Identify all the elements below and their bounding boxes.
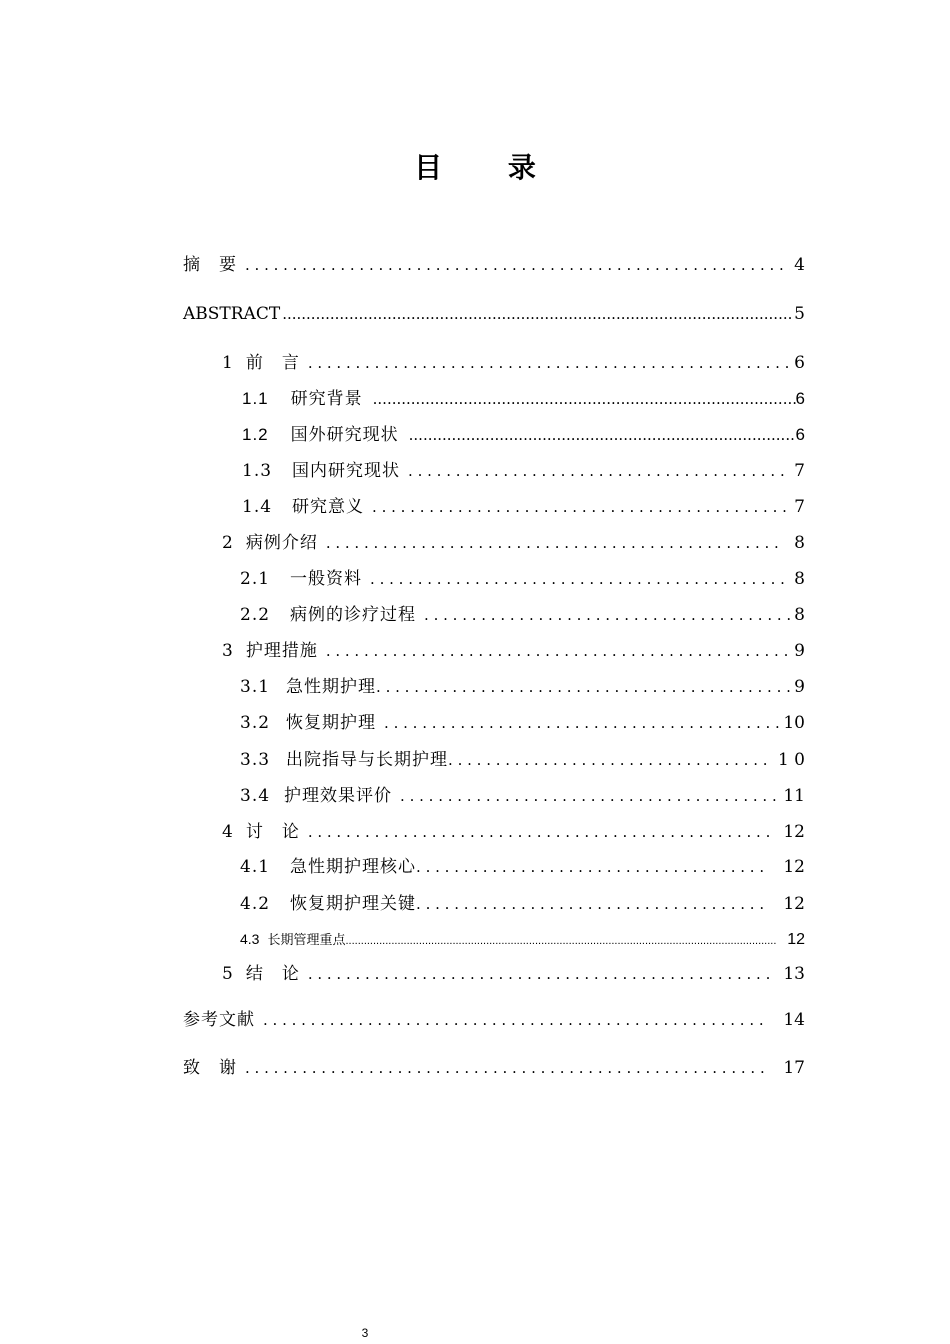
toc-entry-number: 5 <box>222 964 234 984</box>
page-number: 3 <box>361 1326 369 1340</box>
toc-entry-number: 1.3 <box>242 461 273 481</box>
toc-entry-number: 4 <box>222 822 234 842</box>
toc-entry-page: 7 <box>794 461 805 481</box>
toc-entry-label: 前 言 <box>245 353 300 373</box>
toc-entry-number: 3.2 <box>240 713 271 733</box>
toc-entry-1-1[interactable] <box>242 388 805 410</box>
toc-leader-dots <box>416 893 769 915</box>
toc-entry-chapter-1[interactable] <box>222 352 805 374</box>
toc-entry-references[interactable] <box>183 1009 805 1031</box>
toc-entry-page: 14 <box>783 1010 805 1030</box>
toc-leader-dots <box>308 821 770 843</box>
toc-entry-label: 护理措施 <box>245 641 318 661</box>
toc-entry-acknowledgements[interactable] <box>183 1057 805 1079</box>
toc-leader-dots <box>308 963 770 985</box>
toc-entry-label: 出院指导与长期护理 <box>286 750 449 770</box>
toc-leader-dots <box>326 640 790 662</box>
toc-entry-label: 一般资料 <box>290 569 363 589</box>
toc-entry-abstract-cn[interactable] <box>183 254 805 276</box>
toc-entry-page: 9 <box>794 641 805 661</box>
toc-title: 目 录 <box>414 151 564 184</box>
toc-leader-dots <box>424 604 790 626</box>
toc-entry-number: 4.2 <box>240 894 271 914</box>
toc-entry-chapter-3[interactable] <box>222 640 805 662</box>
toc-entry-page: 6 <box>795 389 805 408</box>
toc-entry-label: 急性期护理核心 <box>290 857 417 877</box>
toc-leader-dots <box>308 352 790 374</box>
toc-leader-dots <box>370 568 790 590</box>
toc-entry-3-4[interactable] <box>240 785 805 807</box>
toc-leader-dots <box>416 856 769 878</box>
toc-entry-number: 4.1 <box>240 857 271 877</box>
toc-entry-page: 11 <box>783 786 805 806</box>
toc-entry-number: 3 <box>222 641 234 661</box>
toc-leader-dots <box>408 460 790 482</box>
toc-entry-number: 3.3 <box>240 750 271 770</box>
toc-entry-page: 8 <box>794 569 805 589</box>
toc-entry-1-2[interactable] <box>242 424 805 446</box>
toc-entry-label: 国内研究现状 <box>292 461 401 481</box>
toc-entry-2-1[interactable] <box>240 568 805 590</box>
toc-entry-label: 病例的诊疗过程 <box>290 605 417 625</box>
toc-entry-label: 结 论 <box>245 964 300 984</box>
toc-entry-3-2[interactable] <box>240 712 805 734</box>
toc-entry-label: 国外研究现状 <box>290 425 399 445</box>
toc-entry-label: 参考文献 <box>183 1010 255 1030</box>
toc-entry-1-3[interactable] <box>242 460 805 482</box>
toc-entry-page: 7 <box>794 497 805 517</box>
toc-entry-page: 17 <box>783 1058 805 1078</box>
toc-entry-label: 急性期护理 <box>286 677 377 697</box>
toc-leader-dots <box>400 785 779 807</box>
toc-entry-number: 2.2 <box>240 605 271 625</box>
toc-entry-number: 4.3 <box>240 931 260 947</box>
toc-entry-page: 12 <box>787 931 805 948</box>
toc-leader-dots <box>409 424 796 446</box>
toc-entry-label: 长期管理重点 <box>267 932 346 947</box>
toc-entry-label: 研究意义 <box>292 497 365 517</box>
toc-entry-label: 恢复期护理 <box>286 713 377 733</box>
toc-entry-page: 9 <box>794 677 805 697</box>
toc-entry-label: 病例介绍 <box>245 533 318 553</box>
toc-entry-number: 1.4 <box>242 497 273 517</box>
toc-entry-4-1[interactable] <box>240 856 805 878</box>
toc-entry-page: 5 <box>794 304 805 324</box>
toc-entry-page: 13 <box>783 964 805 984</box>
toc-entry-2-2[interactable] <box>240 604 805 626</box>
toc-entry-label: 致 谢 <box>183 1058 237 1078</box>
toc-entry-number: 1.1 <box>242 389 269 408</box>
toc-entry-abstract-en[interactable] <box>183 303 805 325</box>
toc-leader-dots <box>282 303 792 325</box>
toc-leader-dots <box>245 1057 769 1079</box>
toc-entry-label: 恢复期护理关键 <box>290 894 417 914</box>
toc-entry-page: 6 <box>795 425 805 444</box>
toc-entry-3-1[interactable] <box>240 676 805 698</box>
toc-entry-page: 12 <box>783 857 805 877</box>
toc-leader-dots <box>345 930 777 952</box>
toc-entry-label: 摘 要 <box>183 255 237 275</box>
toc-entry-4-2[interactable] <box>240 893 805 915</box>
toc-leader-dots <box>384 712 779 734</box>
toc-entry-number: 2.1 <box>240 569 271 589</box>
toc-entry-chapter-5[interactable] <box>222 963 805 985</box>
toc-entry-page: 6 <box>794 353 805 373</box>
toc-leader-dots <box>326 532 780 554</box>
toc-leader-dots <box>373 388 796 410</box>
toc-entry-chapter-4[interactable] <box>222 821 805 843</box>
toc-entry-3-3[interactable] <box>240 749 805 771</box>
toc-leader-dots <box>372 496 790 518</box>
toc-entry-number: 1 <box>222 353 234 373</box>
toc-entry-page: 12 <box>783 894 805 914</box>
toc-entry-number: 3.1 <box>240 677 271 697</box>
toc-entry-number: 2 <box>222 533 234 553</box>
toc-leader-dots <box>245 254 790 276</box>
toc-entry-4-3[interactable] <box>240 928 805 952</box>
toc-entry-label: 讨 论 <box>245 822 300 842</box>
toc-entry-label: ABSTRACT <box>183 304 281 324</box>
toc-entry-label: 研究背景 <box>290 389 363 409</box>
toc-entry-number: 1.2 <box>242 425 269 444</box>
toc-entry-page: 10 <box>783 713 805 733</box>
toc-entry-label: 护理效果评价 <box>284 786 393 806</box>
toc-entry-page: 8 <box>794 605 805 625</box>
toc-entry-page: 4 <box>794 255 805 275</box>
toc-entry-chapter-2[interactable] <box>222 532 805 554</box>
toc-leader-dots <box>263 1009 769 1031</box>
toc-entry-1-4[interactable] <box>242 496 805 518</box>
toc-entry-page: 12 <box>783 822 805 842</box>
toc-entry-page: 1 0 <box>777 750 805 770</box>
toc-leader-dots <box>448 749 770 771</box>
toc-leader-dots <box>376 676 790 698</box>
toc-entry-page: 8 <box>794 533 805 553</box>
toc-entry-number: 3.4 <box>240 786 271 806</box>
